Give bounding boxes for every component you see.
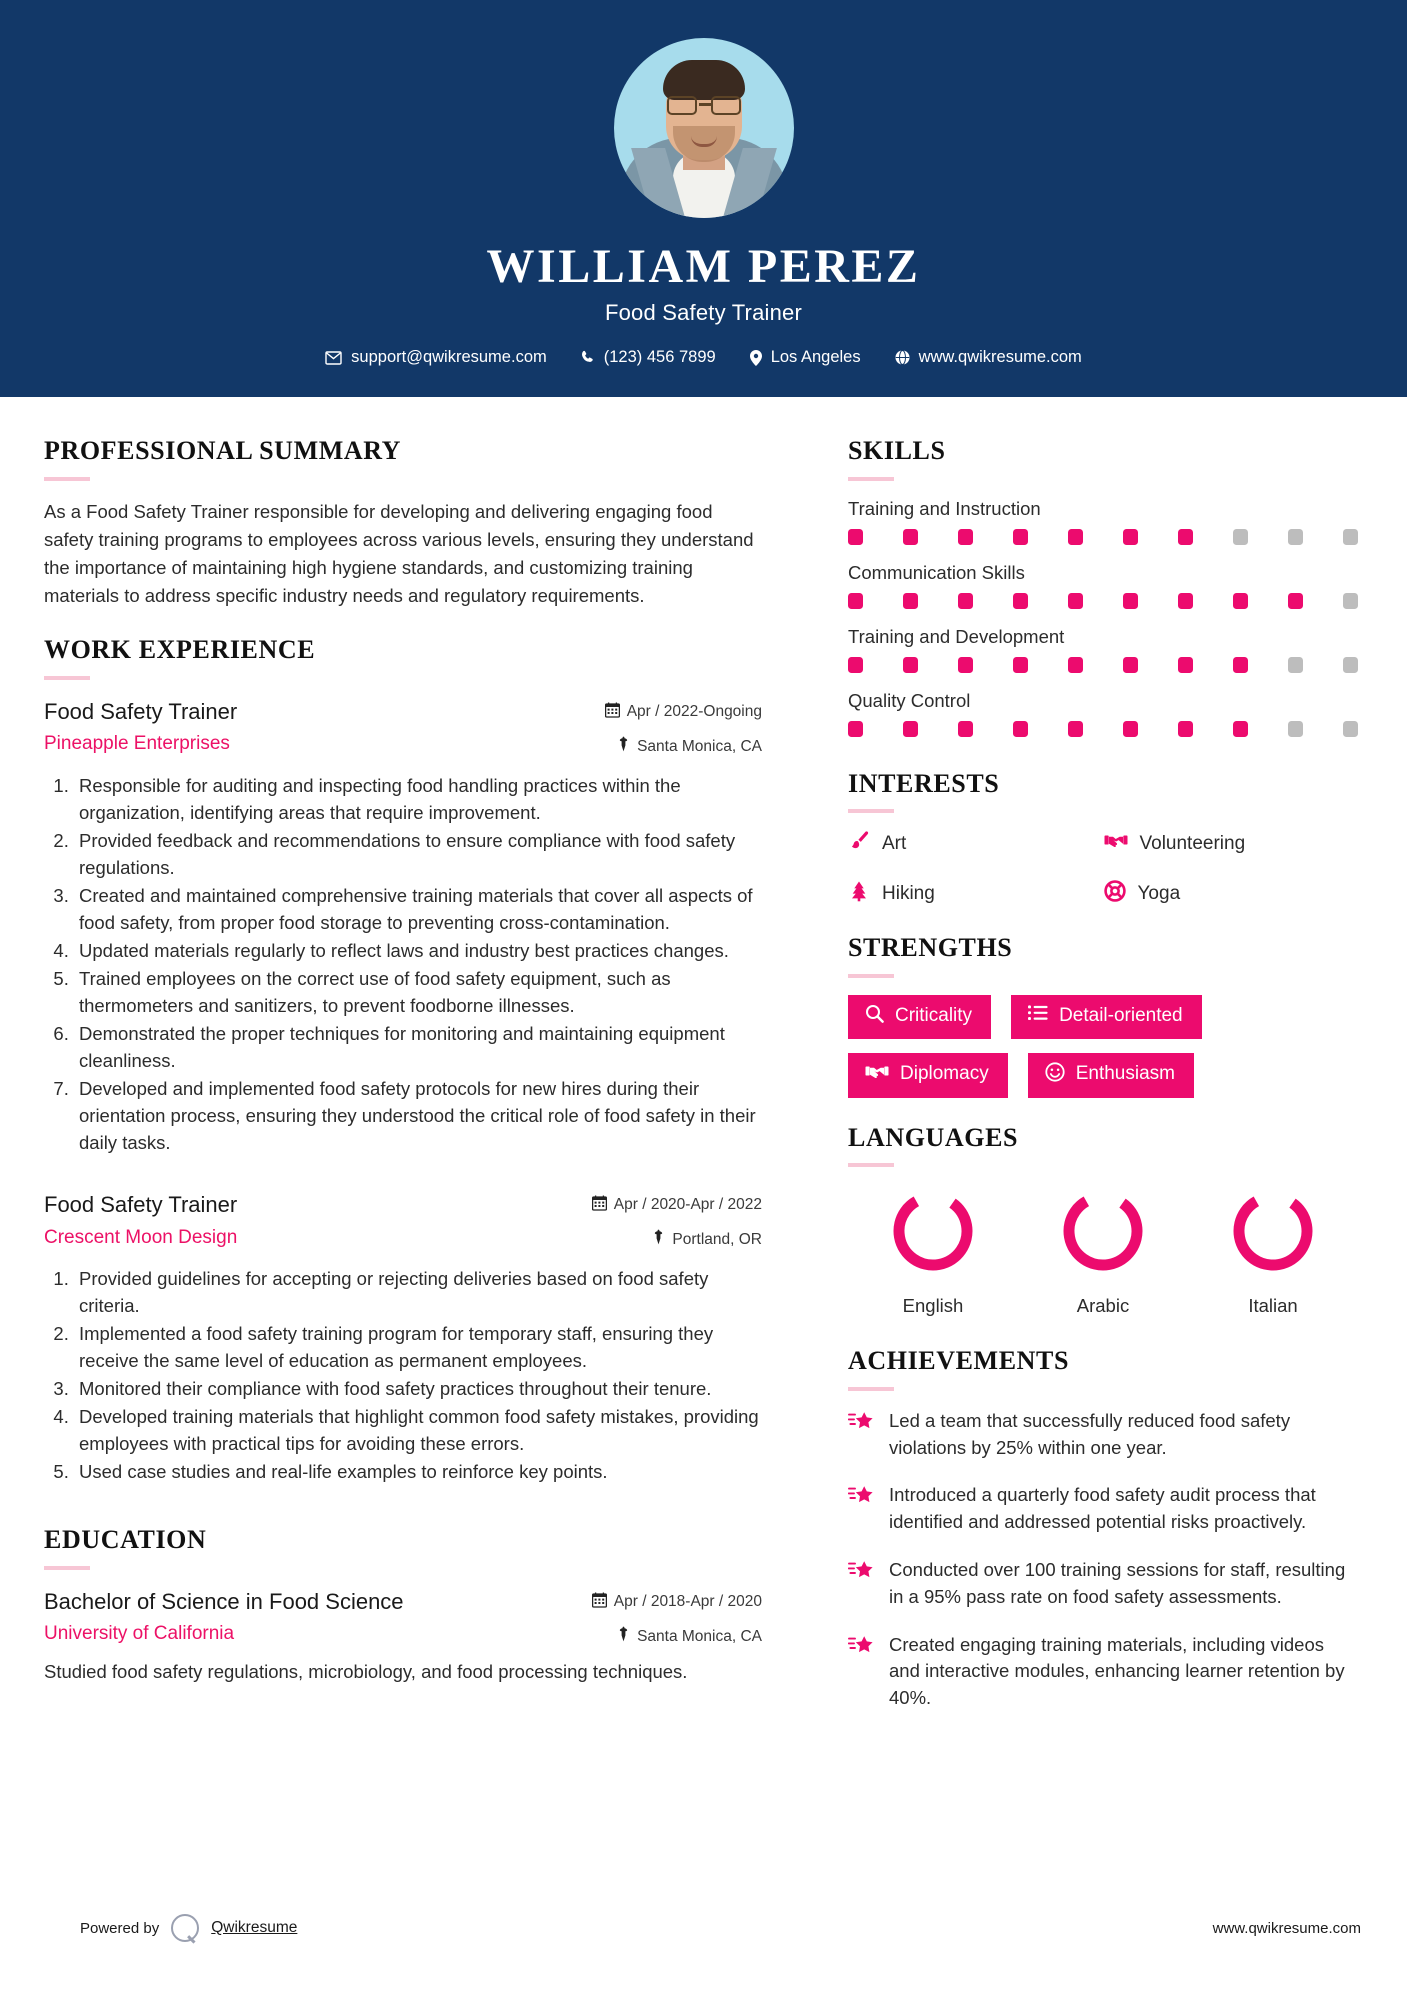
language-item (848, 1184, 1018, 1317)
skill-dot (903, 657, 918, 673)
section-rule (848, 1387, 894, 1391)
resume-header (0, 0, 1407, 397)
work-entry-left (44, 1190, 552, 1250)
skill-dot (958, 721, 973, 737)
section-education (44, 1526, 762, 1685)
shooting-star-icon (848, 1485, 874, 1512)
contact-phone-text: (123) 456 7899 (603, 348, 716, 367)
skill-dot (848, 657, 863, 673)
skill-rating (848, 721, 1359, 737)
contact-row (308, 348, 1099, 367)
section-professional-summary (44, 437, 762, 610)
skill-dot (1123, 657, 1138, 673)
work-entry-dates (552, 1195, 762, 1217)
strength-label: Detail-oriented (1059, 1004, 1183, 1026)
work-bullet: 4. Developed training materials that highlight common food safety mistakes, providing employees with practical tips for avoiding these errors. (74, 1403, 762, 1457)
language-donut-chart (1056, 1184, 1150, 1283)
avatar (614, 38, 794, 218)
skill-dot (1233, 593, 1248, 609)
achievement-text: Introduced a quarterly food safety audit process that identified and addressed potential risks proactively. (889, 1484, 1316, 1533)
skill-rating (848, 593, 1359, 609)
skill-rating (848, 529, 1359, 545)
summary-text: As a Food Safety Trainer responsible for developing and delivering engaging food safety training programs to employees across various levels, ensuring they understand the importance of maintaining high hygiene standards, and customizing training materials to address specific industry needs and regulatory requirements. (44, 500, 754, 606)
interest-label: Hiking (882, 883, 935, 905)
skill-dot (848, 593, 863, 609)
magnifier-icon (865, 1004, 884, 1029)
achievement-item (848, 1557, 1359, 1611)
achievement-item (848, 1482, 1359, 1536)
work-entry-company: Crescent Moon Design (44, 1226, 238, 1248)
education-location (552, 1626, 762, 1648)
interests-list (848, 830, 1359, 908)
skill-dot (1013, 721, 1028, 737)
education-school: University of California (44, 1623, 235, 1645)
work-entry-location (552, 1229, 762, 1251)
contact-location[interactable] (733, 348, 878, 367)
work-entry (44, 697, 762, 1156)
skill-item (848, 690, 1359, 737)
interest-item (1104, 830, 1360, 858)
skill-label: Quality Control (848, 689, 971, 711)
skill-label: Training and Development (848, 625, 1065, 647)
qwikresume-brand-link[interactable]: Qwikresume (211, 1919, 298, 1936)
strength-label: Diplomacy (900, 1063, 989, 1085)
resume-body (0, 397, 1407, 1733)
education-entry-header (44, 1587, 762, 1648)
skill-dot (958, 529, 973, 545)
section-work-experience (44, 636, 762, 1485)
left-column (0, 397, 806, 1733)
skill-dot (1343, 529, 1358, 545)
skill-dot (1178, 593, 1193, 609)
work-bullet: 1. Provided guidelines for accepting or rejecting deliveries based on food safety criteria. (74, 1265, 762, 1319)
qwikresume-logo-icon (171, 1914, 199, 1942)
candidate-name: WILLIAM PEREZ (486, 240, 921, 293)
work-entry-dates (552, 702, 762, 724)
skill-dot (1288, 529, 1303, 545)
work-entry-meta (552, 697, 762, 758)
strength-label: Criticality (895, 1004, 973, 1026)
map-pin-icon (617, 736, 630, 758)
work-entry-bullets (44, 1265, 762, 1485)
strength-badge (1028, 1053, 1194, 1098)
work-bullet: 2. Implemented a food safety training program for temporary staff, ensuring they receive the same level of education as permanent employees. (74, 1320, 762, 1374)
handshake-icon (865, 1062, 889, 1088)
interest-label: Yoga (1137, 883, 1181, 905)
skill-dot (1013, 593, 1028, 609)
calendar-icon (592, 1195, 607, 1217)
skill-dot (1233, 657, 1248, 673)
calendar-icon (592, 1592, 607, 1614)
work-bullet: 3. Created and maintained comprehensive training materials that cover all aspects of food safety, from proper food storage to preventing cross-contamination. (74, 882, 762, 936)
map-pin-icon (617, 1626, 630, 1648)
work-bullet: 5. Trained employees on the correct use of food safety equipment, such as thermometers and sanitizers, to prevent foodborne illnesses. (74, 965, 762, 1019)
section-rule (848, 809, 894, 813)
skill-dot (1013, 529, 1028, 545)
footer-url[interactable]: www.qwikresume.com (1212, 1919, 1361, 1937)
section-rule (848, 1163, 894, 1167)
skill-dot (1123, 721, 1138, 737)
section-skills (848, 437, 1359, 737)
strength-badge (848, 995, 991, 1039)
achievement-text: Created engaging training materials, including videos and interactive modules, enhancing learner retention by 40%. (889, 1633, 1345, 1709)
work-bullet: 5. Used case studies and real-life examples to reinforce key points. (74, 1458, 762, 1485)
globe-icon (895, 350, 910, 365)
work-entry-location-text: Santa Monica, CA (637, 737, 762, 755)
achievement-text: Conducted over 100 training sessions for staff, resulting in a 95% pass rate on food safety assessments. (889, 1559, 1346, 1607)
avatar-hair (663, 60, 745, 100)
skill-dot (1013, 657, 1028, 673)
work-bullet: 4. Updated materials regularly to reflect laws and industry best practices changes. (74, 937, 762, 964)
section-languages (848, 1124, 1359, 1318)
powered-by-block (80, 1914, 297, 1942)
right-column (806, 397, 1407, 1733)
work-entry-role: Food Safety Trainer (44, 1191, 238, 1217)
skill-dot (958, 657, 973, 673)
work-entry-location-text: Portland, OR (672, 1230, 762, 1248)
interest-label: Art (882, 833, 907, 855)
work-entry-header (44, 697, 762, 758)
achievement-item (848, 1408, 1359, 1462)
skill-item (848, 562, 1359, 609)
contact-email-text: support@qwikresume.com (351, 348, 547, 367)
envelope-icon (325, 351, 342, 365)
section-interests (848, 770, 1359, 909)
education-dates (552, 1592, 762, 1614)
achievements-list (848, 1408, 1359, 1712)
skill-dot (848, 529, 863, 545)
education-dates-text: Apr / 2018-Apr / 2020 (613, 1593, 762, 1611)
work-entry-role: Food Safety Trainer (44, 698, 238, 724)
education-entry-meta (552, 1587, 762, 1648)
work-entry-bullets (44, 772, 762, 1156)
section-rule (44, 1566, 90, 1570)
work-entry-location (552, 736, 762, 758)
skill-dot (1343, 657, 1358, 673)
shooting-star-icon (848, 1560, 874, 1587)
education-entry (44, 1587, 762, 1686)
achievement-item (848, 1632, 1359, 1712)
work-entry-dates-text: Apr / 2022-Ongoing (626, 703, 762, 721)
language-item (1188, 1184, 1358, 1317)
section-title-interests: INTERESTS (848, 768, 1000, 798)
skills-list (848, 498, 1359, 737)
language-donut-chart (886, 1184, 980, 1283)
skill-item (848, 626, 1359, 673)
skill-dot (903, 529, 918, 545)
skill-dot (1288, 721, 1303, 737)
contact-phone[interactable] (564, 348, 733, 367)
work-entry-company: Pineapple Enterprises (44, 733, 230, 755)
skill-dot (1068, 721, 1083, 737)
skill-rating (848, 657, 1359, 673)
work-entry (44, 1190, 762, 1485)
skill-dot (1288, 657, 1303, 673)
skill-dot (1233, 721, 1248, 737)
section-title-education: EDUCATION (44, 1525, 207, 1554)
language-label: Italian (1248, 1295, 1298, 1317)
work-entry-list (44, 697, 762, 1485)
contact-email[interactable] (308, 348, 564, 367)
section-title-summary: PROFESSIONAL SUMMARY (44, 436, 402, 465)
section-title-work: WORK EXPERIENCE (44, 635, 316, 665)
work-bullet: 1. Responsible for auditing and inspecting food handling practices within the organization, identifying areas that require improvement. (74, 772, 762, 826)
strength-badge (1011, 995, 1202, 1039)
section-title-languages: LANGUAGES (848, 1122, 1019, 1152)
skill-dot (1068, 593, 1083, 609)
skill-dot (1123, 529, 1138, 545)
skill-dot (848, 721, 863, 737)
work-entry-header (44, 1190, 762, 1251)
section-title-achievements: ACHIEVEMENTS (848, 1346, 1070, 1376)
language-donut-chart (1226, 1184, 1320, 1283)
skill-dot (1178, 657, 1193, 673)
work-bullet: 2. Provided feedback and recommendations to ensure compliance with food safety regulations. (74, 827, 762, 881)
shooting-star-icon (848, 1411, 874, 1438)
interest-item (848, 880, 1104, 908)
strengths-list (848, 995, 1359, 1098)
smiley-icon (1045, 1062, 1065, 1088)
skill-dot (903, 593, 918, 609)
skill-dot (1178, 529, 1193, 545)
skill-item (848, 498, 1359, 545)
strength-label: Enthusiasm (1075, 1063, 1175, 1085)
work-bullet: 7. Developed and implemented food safety protocols for new hires during their orientation process, ensuring they understood the critical role of food safety in their daily tasks. (74, 1075, 762, 1156)
list-icon (1028, 1004, 1048, 1028)
phone-icon (581, 350, 595, 365)
section-rule (848, 477, 894, 481)
section-title-skills: SKILLS (848, 436, 946, 465)
work-entry-left (44, 697, 552, 757)
contact-website-text: www.qwikresume.com (918, 348, 1082, 367)
interest-item (1104, 880, 1360, 908)
map-pin-icon (652, 1229, 665, 1251)
skill-dot (1068, 529, 1083, 545)
location-pin-icon (750, 350, 762, 366)
interest-item (848, 830, 1104, 858)
education-entry-left (44, 1587, 552, 1647)
achievement-text: Led a team that successfully reduced food safety violations by 25% within one year. (889, 1409, 1291, 1458)
section-rule (44, 676, 90, 680)
language-label: English (902, 1295, 964, 1317)
work-entry-dates-text: Apr / 2020-Apr / 2022 (613, 1196, 762, 1214)
section-rule (848, 974, 894, 978)
interest-label: Volunteering (1139, 833, 1246, 855)
powered-by-label: Powered by (80, 1919, 160, 1937)
skill-dot (1178, 721, 1193, 737)
handshake-icon (1104, 831, 1128, 857)
calendar-icon (605, 702, 620, 724)
skill-dot (1343, 721, 1358, 737)
strength-badge (848, 1053, 1008, 1098)
contact-location-text: Los Angeles (770, 348, 861, 367)
work-entry-meta (552, 1190, 762, 1251)
section-title-strengths: STRENGTHS (848, 933, 1013, 963)
skill-dot (1123, 593, 1138, 609)
contact-website[interactable] (878, 348, 1099, 367)
skill-label: Communication Skills (848, 561, 1025, 583)
education-entry-list (44, 1587, 762, 1686)
languages-list (848, 1184, 1359, 1317)
lifebuoy-icon (1104, 880, 1126, 908)
skill-dot (903, 721, 918, 737)
section-achievements (848, 1347, 1359, 1712)
skill-dot (1068, 657, 1083, 673)
education-location-text: Santa Monica, CA (637, 1627, 762, 1645)
skill-dot (1343, 593, 1358, 609)
section-rule (44, 477, 90, 481)
candidate-job-title: Food Safety Trainer (604, 300, 802, 326)
work-bullet: 6. Demonstrated the proper techniques for monitoring and maintaining equipment cleanliness. (74, 1020, 762, 1074)
education-degree: Bachelor of Science in Food Science (44, 1588, 404, 1614)
language-item (1018, 1184, 1188, 1317)
work-bullet: 3. Monitored their compliance with food safety practices throughout their tenure. (74, 1375, 762, 1402)
shooting-star-icon (848, 1635, 874, 1662)
education-description: Studied food safety regulations, microbiology, and food processing techniques. (44, 1660, 688, 1682)
skill-dot (1288, 593, 1303, 609)
pine-tree-icon (848, 880, 870, 908)
section-strengths (848, 934, 1359, 1097)
skill-dot (958, 593, 973, 609)
skill-label: Training and Instruction (848, 497, 1041, 519)
resume-footer (0, 1914, 1407, 1942)
language-label: Arabic (1076, 1295, 1130, 1317)
skill-dot (1233, 529, 1248, 545)
paintbrush-icon (848, 830, 870, 858)
glasses-icon (665, 96, 743, 116)
